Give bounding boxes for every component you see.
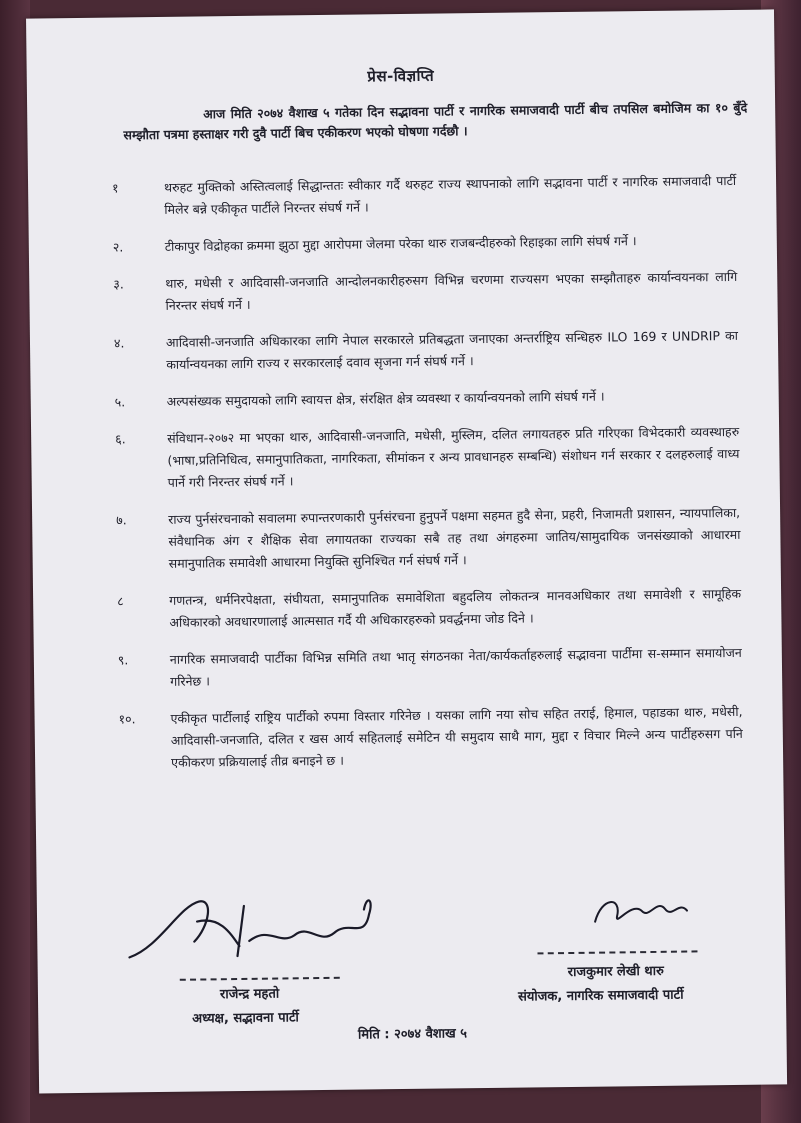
point-number: १ xyxy=(112,180,119,196)
point-number: ८ xyxy=(117,593,124,609)
agreement-point xyxy=(99,229,737,259)
point-number: ९. xyxy=(117,652,129,668)
point-text: आदिवासी-जनजाति अधिकारका लागि नेपाल सरकारले प्रतिबद्धता जनाएका अन्तर्राष्ट्रिय सन्धिहरु ILO 169 र UNDRIP का कार्यान्वयनका लागि राज्य र सरकारलाई दवाव सृजना गर्न संघर्ष गर्ने । xyxy=(165,327,739,372)
signature-line-right xyxy=(537,950,697,954)
handwritten-signature-left xyxy=(119,884,380,967)
agreement-point xyxy=(102,502,741,576)
point-number: ६. xyxy=(115,431,126,447)
agreement-point xyxy=(104,642,742,694)
point-number: ४. xyxy=(113,335,125,351)
agreement-point xyxy=(104,701,743,775)
backdrop-left xyxy=(0,0,30,1123)
left-signatory-role: अध्यक्ष, सद्भावना पार्टी xyxy=(192,1010,299,1027)
signature-block-right xyxy=(517,890,769,1023)
point-number: ७. xyxy=(116,512,127,528)
point-text: गणतन्त्र, धर्मनिरपेक्षता, संघीयता, समानुपातिक समावेशिता बहुदलिय लोकतन्त्र मानवअधिकार तथा समावेशी र सामूहिक अधिकारको अवधारणालाई आत्मसात गर्दै यी अधिकारहरुको प्रवर्द्धनमा जोड दिने । xyxy=(169,585,742,630)
agreement-point xyxy=(100,325,738,377)
agreement-point xyxy=(99,266,737,318)
point-number: ५. xyxy=(114,394,126,410)
point-text: अल्पसंख्यक समुदायको लागि स्वायत्त क्षेत्र, संरक्षित क्षेत्र व्यवस्था र कार्यान्वयनको लागि संघर्ष गर्ने । xyxy=(166,388,605,409)
right-signatory-role: संयोजक, नागरिक समाजवादी पार्टी xyxy=(517,987,684,1005)
document-page xyxy=(26,9,787,1093)
document-title: प्रेस-विज्ञप्ति xyxy=(367,66,435,86)
agreement-point xyxy=(103,583,741,635)
point-text: थारु, मधेसी र आदिवासी-जनजाति आन्दोलनकारीहरुसग विभिन्न चरणमा राज्यसग भएका सम्झौताहरु कार्यान्वयनका लागि निरन्तर संघर्ष गर्ने । xyxy=(165,268,738,313)
signing-date: मिति : २०७४ वैशाख ५ xyxy=(357,1026,468,1043)
point-number: २. xyxy=(112,239,124,255)
point-number: १०. xyxy=(118,711,136,727)
signature-block-left xyxy=(119,884,411,1038)
point-text: संविधान-२०७२ मा भएका थारु, आदिवासी-जनजाति, मधेसी, मुस्लिम, दलित लगायतहरु प्रति गरिएका विभेदकारी व्यवस्थाहरु (भाषा,प्रतिनिधित्व, समानुपातिकता, नागरिकता, सीमांकन र अन्य प्रावधानहरु सम्बन्धि) संशोधन गर्न सरकार र दलहरुलाई वाध्य पार्ने गरी निरन्तर संघर्ष गर्ने । xyxy=(167,423,740,490)
left-signatory-name: राजेन्द्र महतो xyxy=(219,986,280,1003)
agreement-points xyxy=(98,170,743,790)
intro-paragraph: आज मिति २०७४ वैशाख ५ गतेका दिन सद्भावना पार्टी र नागरिक समाजवादी पार्टी बीच तपसिल बमोजिम का १० बुँदे सम्झौता पत्रमा हस्ताक्षर गरी दुवै पार्टी बिच एकीकरण भएको घोषणा गर्दछौ । xyxy=(123,99,748,143)
point-text: राज्य पुर्नसंरचनाको सवालमा रुपान्तरणकारी पुर्नसंरचना हुनुपर्ने पक्षमा सहमत हुदै सेना, प्रहरी, निजामती प्रशासन, न्यायपालिका, संवैधानिक अंग र शैक्षिक सेवा लगायतका राज्यका सबै तह तथा अंगहरुमा जातिय/सामुदायिक जनसंख्याको आधारमा समानुपातिक समावेशी आधारमा नियुक्ति सुनिश्चित गर्न संघर्ष गर्ने । xyxy=(168,504,741,571)
point-text: एकीकृत पार्टीलाई राष्ट्रिय पार्टीको रुपमा विस्तार गरिनेछ । यसका लागि नया सोच सहित तराई, हिमाल, पहाडका थारु, मधेसी, आदिवासी-जनजाति, दलित र खस आर्य सहितलाई समेटिन यी समुदाय साथै माग, मुद्दा र विचार मिल्ने अन्य पार्टीहरुसग पनि एकीकरण प्रक्रियालाई तीव्र बनाइने छ । xyxy=(170,703,743,770)
agreement-point xyxy=(98,170,736,222)
handwritten-signature-right xyxy=(587,890,698,936)
signature-line-left xyxy=(180,977,340,981)
point-text: टीकापुर विद्रोहका क्रममा झुठा मुद्दा आरोपमा जेलमा परेका थारु राजबन्दीहरुको रिहाइका लागि संघर्ष गर्ने । xyxy=(164,233,637,254)
right-signatory-name: राजकुमार लेखी थारु xyxy=(567,963,664,981)
agreement-point xyxy=(101,384,739,414)
point-text: थरुहट मुक्तिको अस्तित्वलाई सिद्धान्ततः स्वीकार गर्दै थरुहट राज्य स्थापनाको लागि सद्भावना पार्टी र नागरिक समाजवादी पार्टी मिलेर बन्ने एकीकृत पार्टीले निरन्तर संघर्ष गर्ने । xyxy=(164,172,737,217)
agreement-point xyxy=(101,421,740,495)
point-text: नागरिक समाजवादी पार्टीका विभिन्न समिति तथा भातृ संगठनका नेता/कार्यकर्ताहरुलाई सद्भावना पार्टीमा स-सम्मान समायोजन गरिनेछ । xyxy=(169,644,742,689)
point-number: ३. xyxy=(113,276,124,292)
